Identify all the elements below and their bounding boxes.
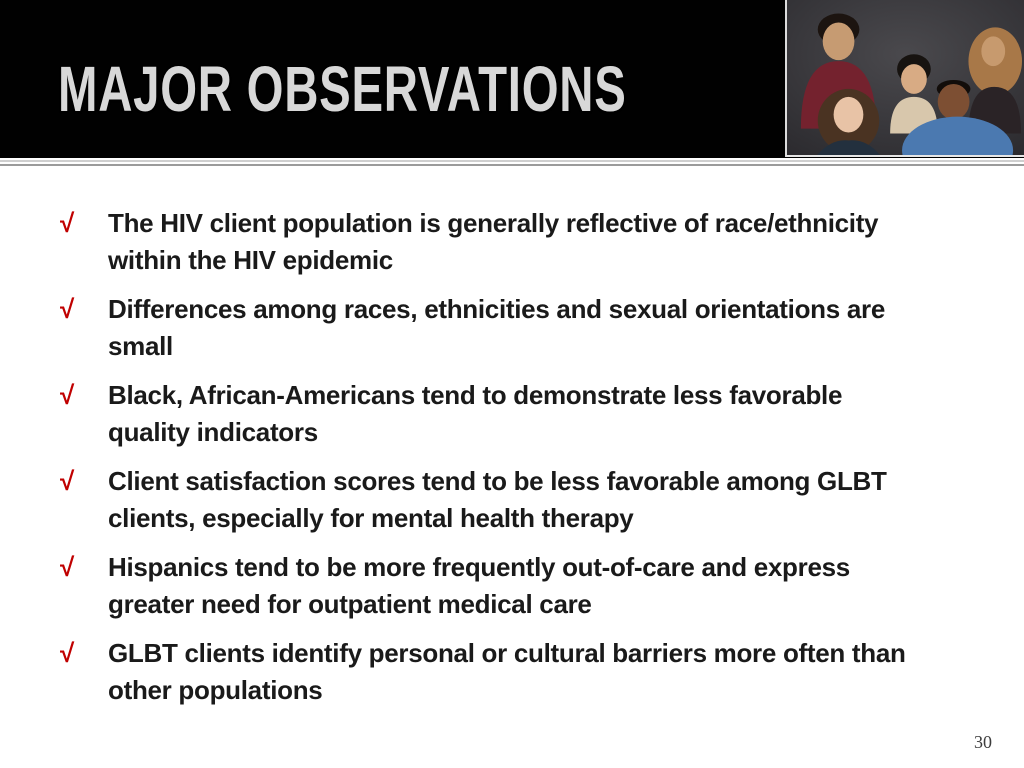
bullet-text-line: GLBT clients identify personal or cultural barriers more often than — [108, 638, 906, 668]
separator — [0, 158, 1024, 166]
bullet-text-line: Differences among races, ethnicities and sexual orientations are — [108, 294, 885, 324]
list-item — [58, 377, 988, 451]
check-bullet-icon: √ — [60, 552, 75, 582]
list-item — [58, 205, 988, 279]
group-photo-illustration — [787, 0, 1024, 155]
bullet-text-line: other populations — [108, 675, 323, 705]
slide-title: MAJOR OBSERVATIONS — [58, 53, 627, 125]
check-bullet-icon: √ — [60, 380, 75, 410]
bullet-text-line: Black, African-Americans tend to demonstrate less favorable — [108, 380, 843, 410]
page-number: 30 — [974, 732, 992, 752]
group-photo — [785, 0, 1024, 157]
bullet-text-line: clients, especially for mental health therapy — [108, 503, 634, 533]
list-item — [58, 291, 988, 365]
separator-line-light — [0, 160, 1024, 162]
check-bullet-icon: √ — [60, 294, 75, 324]
check-bullet-icon: √ — [60, 466, 75, 496]
check-bullet-icon: √ — [60, 638, 75, 668]
bullet-text-line: Client satisfaction scores tend to be less favorable among GLBT — [108, 466, 887, 496]
separator-line-dark — [0, 164, 1024, 166]
list-item — [58, 463, 988, 537]
list-item — [58, 635, 988, 709]
bullet-text-line: quality indicators — [108, 417, 318, 447]
bullet-text-line: greater need for outpatient medical care — [108, 589, 592, 619]
bullet-text-line: The HIV client population is generally reflective of race/ethnicity — [108, 208, 879, 238]
bullet-list — [58, 205, 988, 721]
bullet-text-line: small — [108, 331, 173, 361]
list-item — [58, 549, 988, 623]
person-curly-hair — [968, 27, 1022, 133]
bullet-text-line: within the HIV epidemic — [108, 245, 393, 275]
check-bullet-icon: √ — [60, 208, 75, 238]
bullet-text-line: Hispanics tend to be more frequently out-of-care and express — [108, 552, 850, 582]
